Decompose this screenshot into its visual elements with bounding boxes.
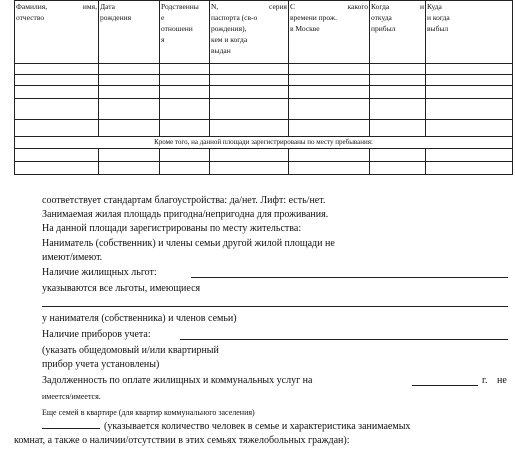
other-families-field[interactable] (42, 428, 100, 429)
table-row (15, 86, 513, 99)
temporary-registration-note: Кроме того, на данной площади зарегистрированы по месту пребывания: (15, 137, 513, 149)
header-passport: N, серия паспорта (св-о рождения), кем и когда выдан (210, 1, 289, 64)
meters-hint-2: прибор учета установлены) (42, 359, 160, 370)
header-moscow-since: С какого времени прож. в Москве (289, 1, 370, 64)
amenities-line: соответствует стандартам благоустройства: да/нет. Лифт: есть/нет. (42, 195, 326, 206)
habitability-line: Занимаемая жилая площадь пригодна/непригодна для проживания. (42, 209, 329, 220)
header-full-name: Фамилия, имя, отчество (15, 1, 99, 64)
table-row (15, 162, 513, 175)
benefits-field-2[interactable] (42, 306, 508, 307)
registered-line: На данной площади зарегистрированы по месту жительства: (42, 223, 302, 234)
header-birth-date: Дата рождения (99, 1, 160, 64)
meters-hint: (указать общедомовый и/или квартирный (42, 345, 219, 356)
header-departed: Куда и когда выбыл (426, 1, 513, 64)
table-row (15, 149, 513, 162)
table-row (15, 120, 513, 137)
debt-line-text: Задолженность по оплате жилищных и коммунальных услуг на (42, 375, 313, 386)
debt-negation: не (497, 375, 507, 386)
benefits-hint-2: у нанимателя (собственника) и членов семьи) (42, 313, 237, 324)
residents-table (14, 0, 513, 175)
benefits-field[interactable] (191, 277, 508, 278)
table-note-row (15, 137, 513, 149)
meters-label: Наличие приборов учета: (42, 329, 151, 340)
debt-line-2: имеется/имеется. (42, 392, 101, 401)
other-families-hint-2: комнат, а также о наличии/отсутствии в этих семьях тяжелобольных граждан): (14, 435, 350, 446)
table-header-row (15, 1, 513, 64)
table-row (15, 64, 513, 75)
benefits-hint: указываются все льготы, имеющиеся (42, 283, 201, 294)
other-housing-line-2: имеют/имеют. (42, 252, 103, 263)
table-row (15, 99, 513, 120)
table-row (15, 75, 513, 86)
debt-year-abbr: г. (482, 375, 488, 386)
other-families-label: Еще семей в квартире (для квартир коммунального заселения) (42, 408, 255, 417)
other-families-hint: (указывается количество человек в семье и характеристика занимаемых (104, 421, 411, 432)
meters-field[interactable] (180, 339, 508, 340)
benefits-label: Наличие жилищных льгот: (42, 267, 157, 278)
header-arrived: Когда и откуда прибыл (370, 1, 426, 64)
other-housing-line: Наниматель (собственник) и члены семьи другой жилой площади не (42, 238, 335, 249)
header-relationship: Родственны е отношени я (160, 1, 210, 64)
debt-date-field[interactable] (412, 385, 478, 386)
